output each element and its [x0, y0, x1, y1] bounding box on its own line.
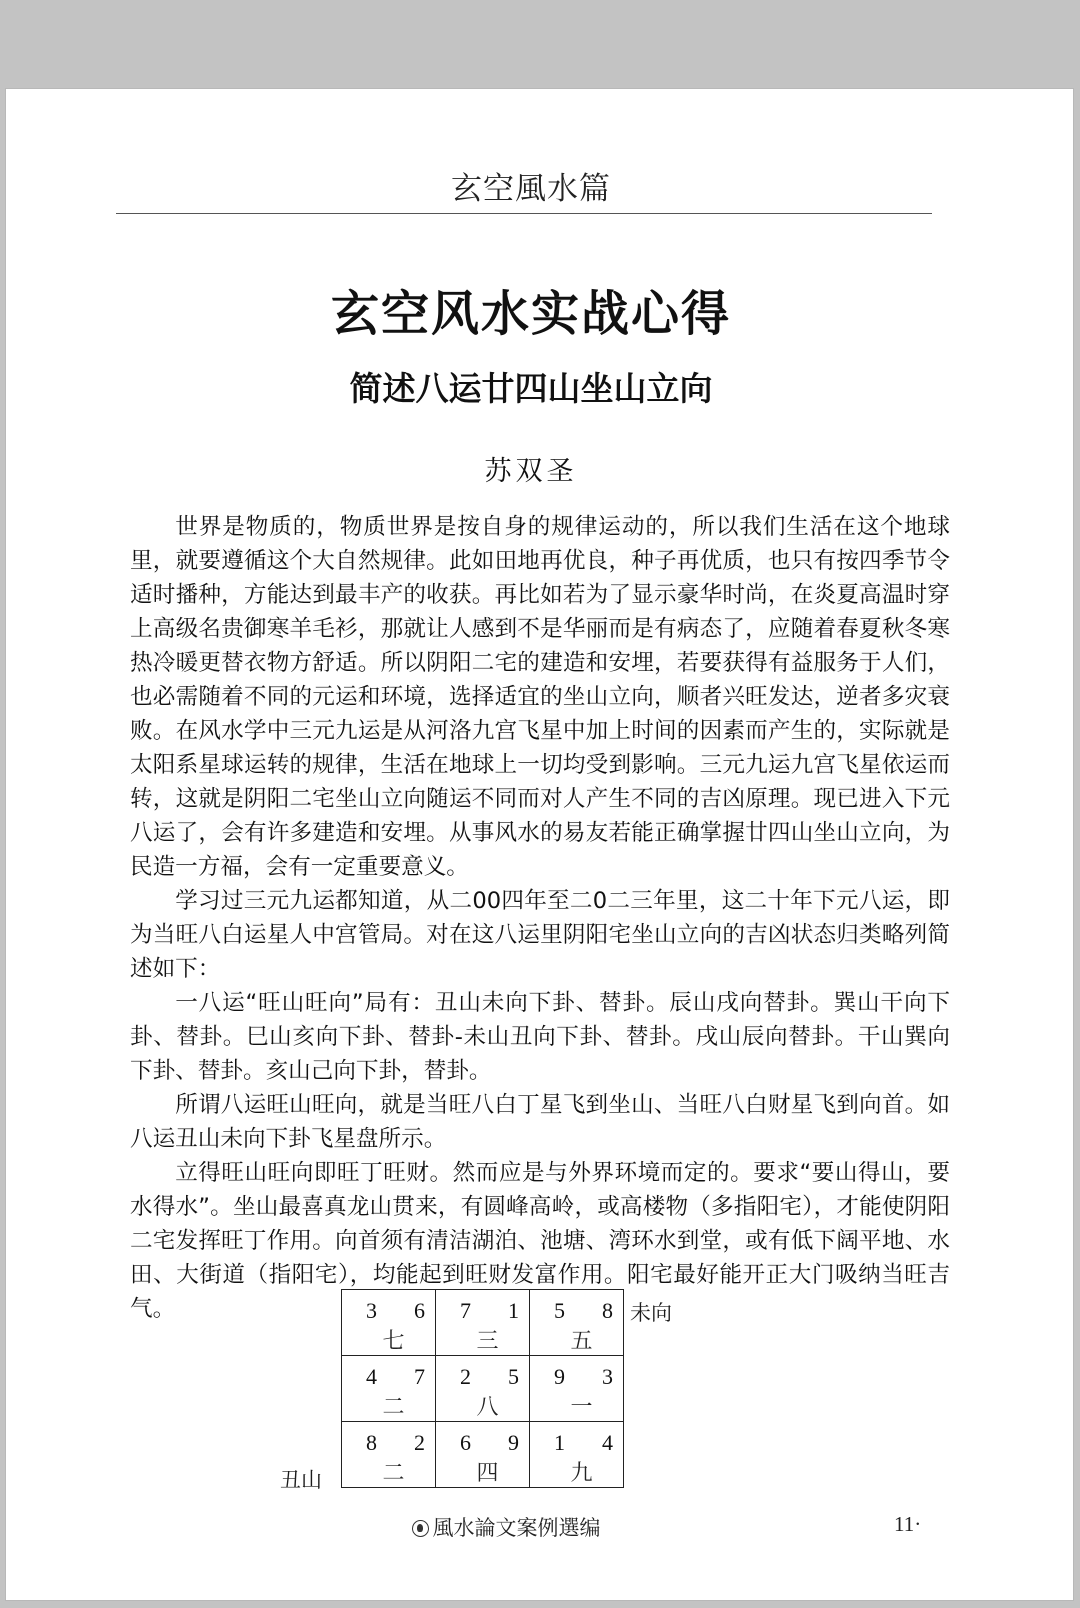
period-star: 八 [476, 1395, 499, 1420]
mountain-star: 2 [460, 1364, 471, 1389]
water-star: 1 [508, 1298, 519, 1323]
chart-cell [436, 1356, 530, 1422]
article-subtitle: 简述八运廿四山坐山立向 [349, 369, 713, 408]
mountain-star: 5 [554, 1298, 565, 1323]
footer-book-title-block [6, 1512, 1006, 1542]
water-star: 8 [602, 1298, 613, 1323]
mountain-star: 1 [554, 1430, 565, 1455]
facing-direction-label: 未向 [630, 1301, 672, 1325]
book-page [6, 89, 1073, 1600]
footer-book-title: 風水論文案例選编 [432, 1516, 601, 1540]
chart-cell [342, 1290, 436, 1356]
chart-row [342, 1290, 624, 1356]
flying-star-chart [341, 1289, 624, 1488]
chart-cell [342, 1422, 436, 1488]
period-star: 五 [570, 1329, 593, 1354]
header-divider [116, 213, 932, 214]
article-body [130, 510, 950, 1326]
period-star: 七 [382, 1329, 405, 1354]
chart-cell [530, 1290, 624, 1356]
period-star: 四 [476, 1461, 499, 1486]
mountain-star: 3 [366, 1298, 377, 1323]
mountain-star: 7 [460, 1298, 471, 1323]
paragraph: 立得旺山旺向即旺丁旺财。然而应是与外界环境而定的。要求“要山得山，要水得水”。坐山最喜真龙山贯来，有圆峰高岭，或高楼物（多指阳宅），才能使阴阳二宅发挥旺丁作用。向首须有清洁湖泊、池塘、湾环水到堂，或有低下阔平地、水田、大街道（指阳宅），均能起到旺财发富作用。阳宅最好能开正大门吸纳当旺吉气。 [130, 1160, 950, 1322]
period-star: 三 [476, 1329, 499, 1354]
chart-cell [530, 1422, 624, 1488]
period-star: 二 [382, 1461, 405, 1486]
page-number: 11· [894, 1512, 922, 1536]
water-star: 7 [414, 1364, 425, 1389]
mountain-star: 6 [460, 1430, 471, 1455]
taiji-logo-icon [412, 1520, 429, 1537]
paragraph: 所谓八运旺山旺向，就是当旺八白丁星飞到坐山、当旺八白财星飞到向首。如八运丑山未向下卦飞星盘所示。 [130, 1092, 950, 1152]
paragraph: 一八运“旺山旺向”局有：丑山未向下卦、替卦。辰山戌向替卦。巽山干向下卦、替卦。巳山亥向下卦、替卦-未山丑向下卦、替卦。戌山辰向替卦。干山巽向下卦、替卦。亥山己向下卦，替卦。 [130, 990, 950, 1084]
water-star: 4 [602, 1430, 613, 1455]
chart-cell [530, 1356, 624, 1422]
mountain-star: 8 [366, 1430, 377, 1455]
sitting-mountain-label: 丑山 [280, 1468, 322, 1492]
chart-row [342, 1422, 624, 1488]
chart-cell [436, 1422, 530, 1488]
chart-cell [342, 1356, 436, 1422]
author-name: 苏双圣 [484, 456, 578, 487]
mountain-star: 9 [554, 1364, 565, 1389]
chart-cell [436, 1290, 530, 1356]
period-star: 九 [570, 1461, 593, 1486]
paragraph: 学习过三元九运都知道，从二00四年至二0二三年里，这二十年下元八运，即为当旺八白运星人中宫管局。对在这八运里阴阳宅坐山立向的吉凶状态归类略列简述如下： [130, 888, 950, 982]
paragraph: 世界是物质的，物质世界是按自身的规律运动的，所以我们生活在这个地球里，就要遵循这个大自然规律。此如田地再优良，种子再优质，也只有按四季节令适时播种，方能达到最丰产的收获。再比如若为了显示豪华时尚，在炎夏高温时穿上高级名贵御寒羊毛衫，那就让人感到不是华丽而是有病态了，应随着春夏秋冬寒热冷暖更替衣物方舒适。所以阴阳二宅的建造和安埋，若要获得有益服务于人们，也必需随着不同的元运和环境，选择适宜的坐山立向，顺者兴旺发达，逆者多灾衰败。在风水学中三元九运是从河洛九宫飞星中加上时间的因素而产生的，实际就是太阳系星球运转的规律，生活在地球上一切均受到影响。三元九运九宫飞星依运而转，这就是阴阳二宅坐山立向随运不同而对人产生不同的吉凶原理。现已进入下元八运了，会有许多建造和安埋。从事风水的易友若能正确掌握廿四山坐山立向，为民造一方福，会有一定重要意义。 [130, 514, 950, 880]
water-star: 2 [414, 1430, 425, 1455]
water-star: 3 [602, 1364, 613, 1389]
water-star: 9 [508, 1430, 519, 1455]
period-star: 一 [570, 1395, 593, 1420]
section-header: 玄空風水篇 [451, 171, 611, 207]
water-star: 6 [414, 1298, 425, 1323]
article-title: 玄空风水实战心得 [330, 286, 731, 342]
mountain-star: 4 [366, 1364, 377, 1389]
chart-row [342, 1356, 624, 1422]
water-star: 5 [508, 1364, 519, 1389]
period-star: 二 [382, 1395, 405, 1420]
